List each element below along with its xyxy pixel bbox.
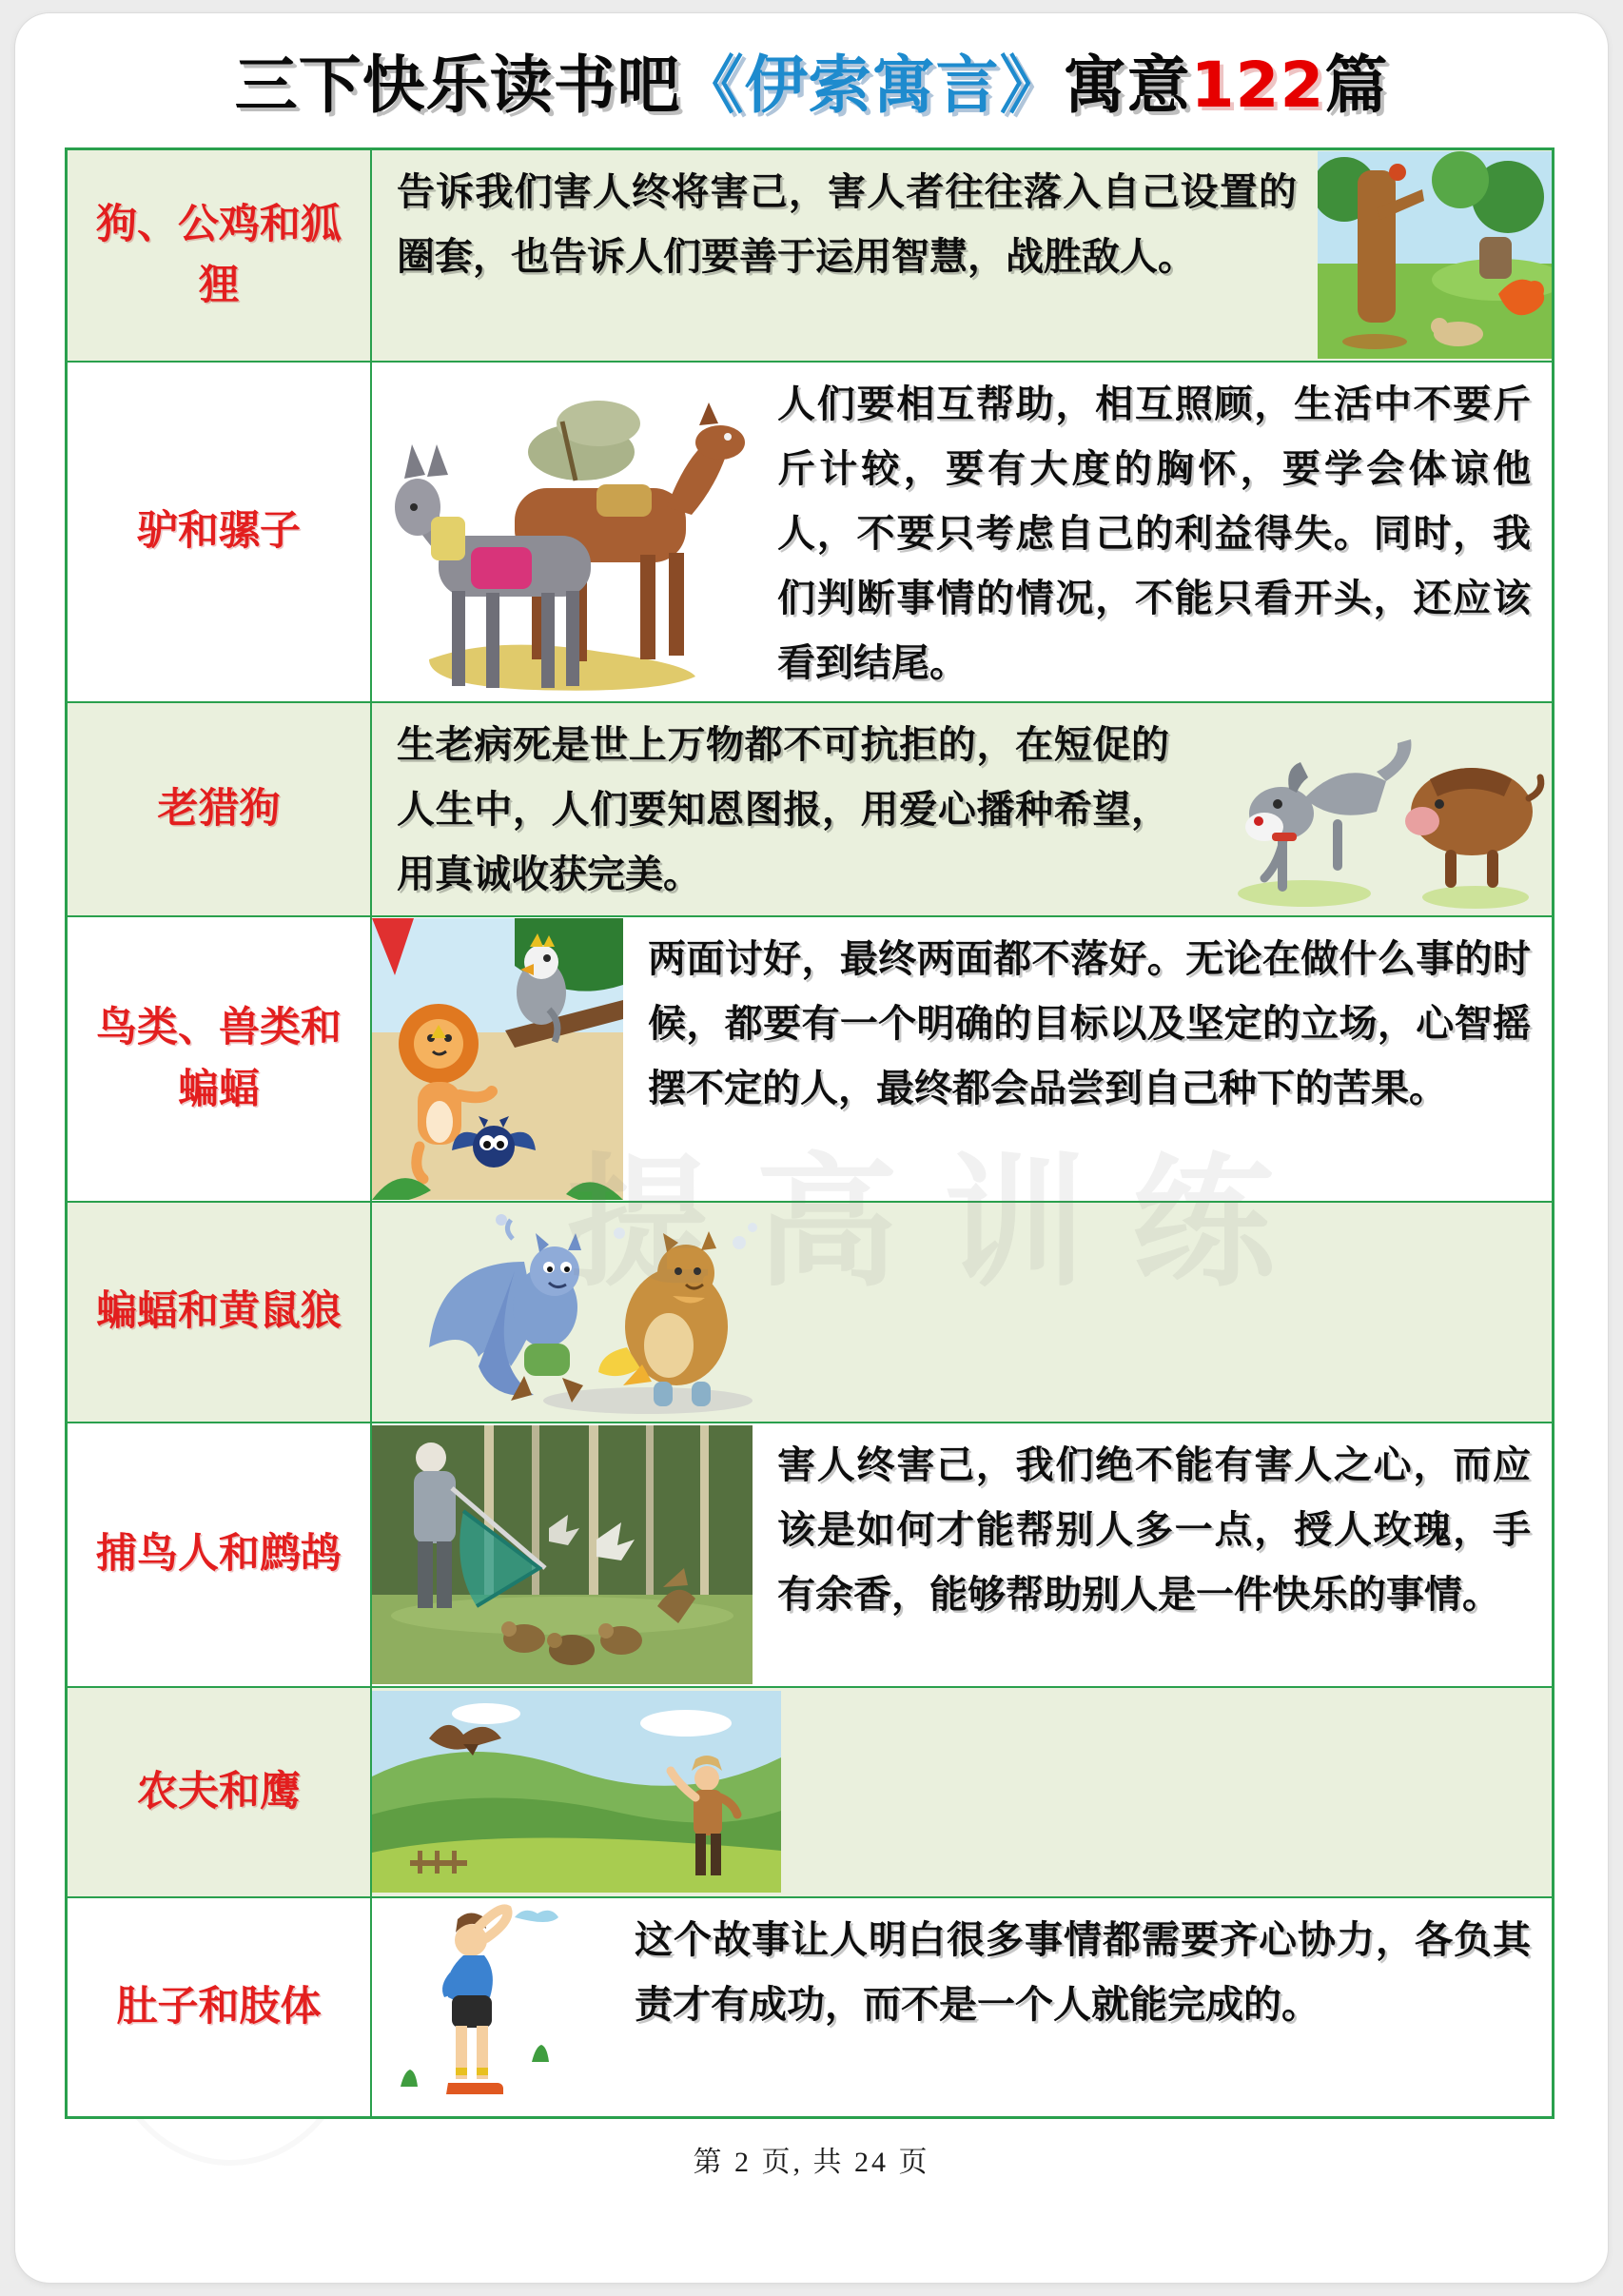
- title-unit: 篇: [1324, 49, 1389, 122]
- birdcatcher-and-partridges-illustration: [372, 1423, 753, 1686]
- fable-table: [65, 147, 1555, 2119]
- page-card: [15, 13, 1608, 2283]
- fable-name: 肚子和肢体: [116, 1982, 322, 2031]
- fable-content-cell: [372, 1688, 1552, 1896]
- fable-name: 捕鸟人和鹧鸪: [96, 1530, 342, 1579]
- fable-name: 蝙蝠和黄鼠狼: [96, 1287, 342, 1336]
- fable-name-cell: [68, 363, 372, 701]
- fable-content-cell: [372, 1203, 1552, 1422]
- fable-name-cell: [68, 1423, 372, 1686]
- table-row: [68, 1423, 1552, 1688]
- table-row: [68, 363, 1552, 703]
- fable-name: 老猎狗: [157, 784, 281, 833]
- fable-content-cell: [372, 1423, 1552, 1686]
- fable-moral: 两面讨好，最终两面都不落好。无论在做什么事的时候，都要有一个明确的目标以及坚定的立场，心智摇摆不定的人，最终都会品尝到自己种下的苦果。: [648, 936, 1531, 1110]
- fable-name: 狗、公鸡和狐狸: [96, 200, 342, 310]
- table-row: [68, 1898, 1552, 2116]
- fable-content-cell: [372, 917, 1552, 1201]
- title-grade: 三下快乐读书吧: [234, 49, 681, 122]
- fable-name: 鸟类、兽类和蝙蝠: [96, 1004, 342, 1113]
- fable-name-cell: [68, 1203, 372, 1422]
- fable-moral: 生老病死是世上万物都不可抗拒的，在短促的人生中，人们要知恩图报，用爱心播种希望，用真诚收获完美。: [397, 722, 1169, 896]
- fable-content-cell: [372, 703, 1552, 915]
- table-row: [68, 1688, 1552, 1898]
- table-row: [68, 703, 1552, 917]
- table-row: [68, 150, 1552, 363]
- table-row: [68, 917, 1552, 1203]
- fable-moral: 害人终害己，我们绝不能有害人之心，而应该是如何才能帮别人多一点，授人玫瑰，手有余香，能够帮助别人是一件快乐的事情。: [777, 1442, 1531, 1617]
- fable-name: 农夫和鹰: [137, 1767, 301, 1815]
- page-title: [15, 51, 1608, 121]
- bat-and-weasel-illustration: [372, 1203, 772, 1422]
- fable-content-cell: [372, 150, 1552, 361]
- fable-content-cell: [372, 1898, 1552, 2116]
- lion-eagle-and-bat-illustration: [372, 917, 623, 1201]
- page-number: 第 2 页, 共 24 页: [693, 2146, 930, 2178]
- title-count: 122: [1190, 49, 1325, 122]
- fable-name-cell: [68, 917, 372, 1201]
- fable-content-cell: [372, 363, 1552, 701]
- title-book: 《伊索寓言》: [680, 49, 1064, 122]
- fable-name-cell: [68, 150, 372, 361]
- fable-moral: 告诉我们害人终将害己，害人者往往落入自己设置的圈套，也告诉人们要善于运用智慧，战胜敌人。: [397, 169, 1297, 279]
- fable-name: 驴和骡子: [137, 507, 301, 556]
- tree-fox-and-dog-illustration: [1318, 150, 1552, 361]
- title-label: 寓意: [1063, 49, 1191, 122]
- old-hound-and-boar-illustration: [1190, 703, 1552, 915]
- farmer-and-eagle-illustration: [372, 1688, 781, 1896]
- fable-name-cell: [68, 1688, 372, 1896]
- donkey-and-mule-illustration: [372, 363, 753, 701]
- table-row: [68, 1203, 1552, 1423]
- stretching-boy-illustration: [372, 1898, 610, 2116]
- fable-moral: 这个故事让人明白很多事情都需要齐心协力，各负其责才有成功，而不是一个人就能完成的。: [635, 1917, 1531, 2027]
- fable-name-cell: [68, 703, 372, 915]
- fable-moral: 人们要相互帮助，相互照顾，生活中不要斤斤计较，要有大度的胸怀，要学会体谅他人，不要只考虑自己的利益得失。同时，我们判断事情的情况，不能只看开头，还应该看到结尾。: [777, 382, 1531, 685]
- fable-name-cell: [68, 1898, 372, 2116]
